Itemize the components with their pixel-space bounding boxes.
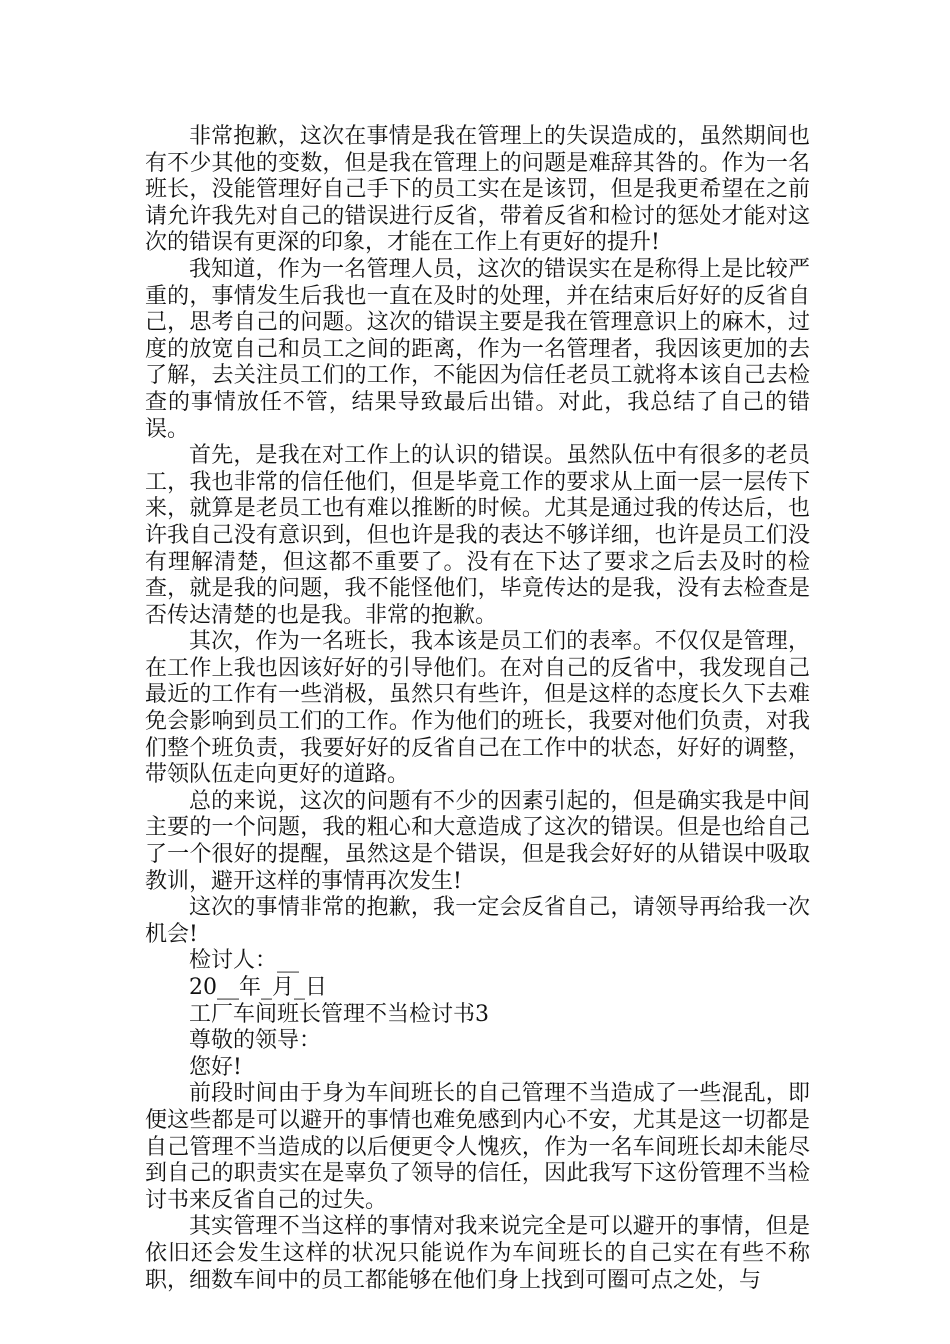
- date-line: 20__年_月_日: [189, 975, 327, 1000]
- section-heading: 工厂车间班长管理不当检讨书3: [189, 1001, 489, 1027]
- paragraph-body-3: 其实管理不当这样的事情对我来说完全是可以避开的事情，但是依旧还会发生这样的状况只能说作为车间班长的自己实在有些不称职，细数车间中的员工都能够在他们身上找到可圈可点之处，与: [145, 1214, 810, 1293]
- document-body: [145, 124, 810, 1294]
- paragraph-awareness: 我知道，作为一名管理人员，这次的错误实在是称得上是比较严重的，事情发生后我也一直在及时的处理，并在结束后好好的反省自己，思考自己的问题。这次的错误主要是我在管理意识上的麻木，过度的放宽自己和员工之间的距离，作为一名管理者，我因该更加的去了解，去关注员工们的工作，不能因为信任老员工就将本该自己去检查的事情放任不管，结果导致最后出错。对此，我总结了自己的错误。: [145, 256, 810, 442]
- paragraph-closing: 这次的事情非常的抱歉，我一定会反省自己，请领导再给我一次机会!: [145, 895, 810, 947]
- paragraph-summary: 总的来说，这次的问题有不少的因素引起的，但是确实我是中间主要的一个问题，我的粗心和大意造成了这次的错误。但是也给自己了一个很好的提醒，虽然这是个错误，但是我会好好的从错误中吸取教训，避开这样的事情再次发生!: [145, 788, 810, 894]
- paragraph-second-point: 其次，作为一名班长，我本该是员工们的表率。不仅仅是管理，在工作上我也因该好好的引导他们。在对自己的反省中，我发现自己最近的工作有一些消极，虽然只有些许，但是这样的态度长久下去难免会影响到员工们的工作。作为他们的班长，我要对他们负责，对我们整个班负责，我要好好的反省自己在工作中的状态，好好的调整，带领队伍走向更好的道路。: [145, 629, 810, 788]
- paragraph-apology: 非常抱歉，这次在事情是我在管理上的失误造成的，虽然期间也有不少其他的变数，但是我在管理上的问题是难辞其咎的。作为一名班长，没能管理好自己手下的员工实在是该罚，但是我更希望在之前请允许我先对自己的错误进行反省，带着反省和检讨的惩处才能对这次的错误有更深的印象，才能在工作上有更好的提升!: [145, 124, 810, 256]
- paragraph-first-point: 首先，是我在对工作上的认识的错误。虽然队伍中有很多的老员工，我也非常的信任他们，但是毕竟工作的要求从上面一层一层传下来，就算是老员工也有难以推断的时候。尤其是通过我的传达后，也许我自己没有意识到，但也许是我的表达不够详细，也许是员工们没有理解清楚，但这都不重要了。没有在下达了要求之后去及时的检查，就是我的问题，我不能怪他们，毕竟传达的是我，没有去检查是否传达清楚的也是我。非常的抱歉。: [145, 443, 810, 628]
- greeting: 您好!: [189, 1054, 242, 1080]
- paragraph-intro-3: 前段时间由于身为车间班长的自己管理不当造成了一些混乱，即便这些都是可以避开的事情也难免感到内心不安，尤其是这一切都是自己管理不当造成的以后便更令人愧疚，作为一名车间班长却未能尽到自己的职责实在是辜负了领导的信任，因此我写下这份管理不当检讨书来反省自己的过失。: [145, 1081, 810, 1213]
- salutation: 尊敬的领导：: [189, 1028, 322, 1054]
- signer-line: 检讨人：__: [189, 948, 300, 974]
